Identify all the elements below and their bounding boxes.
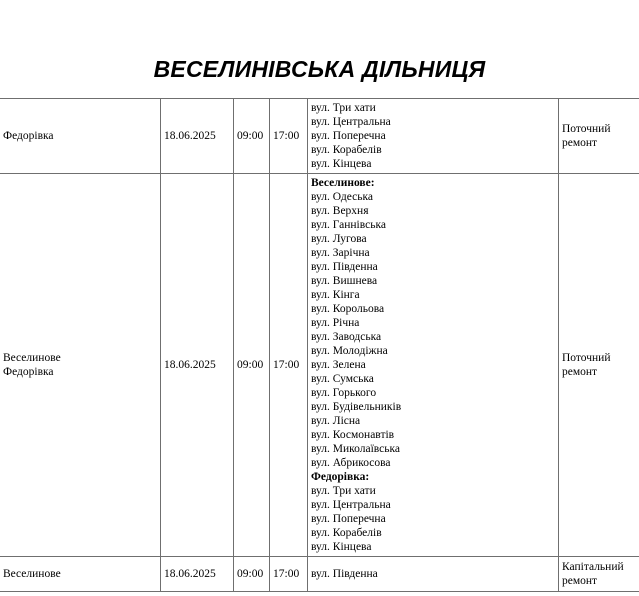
- street-item: вул. Поперечна: [311, 130, 386, 142]
- street-item: вул. Миколаївська: [311, 443, 401, 455]
- start-time-cell: 09:00: [234, 557, 270, 592]
- page-title: ВЕСЕЛИНІВСЬКА ДІЛЬНИЦЯ: [153, 56, 486, 82]
- location-name: Веселинове: [3, 568, 61, 580]
- street-item: вул. Кінцева: [311, 541, 372, 553]
- street-item: вул. Зарічна: [311, 247, 370, 259]
- street-item: вул. Сумська: [311, 373, 374, 385]
- street-item: вул. Космонавтів: [311, 429, 395, 441]
- table-row: [0, 174, 639, 557]
- end-time-cell: 17:00: [270, 174, 308, 557]
- street-item: вул. Лугова: [311, 233, 367, 245]
- streets-cell: [308, 99, 559, 174]
- street-item: вул. Корольова: [311, 303, 385, 315]
- street-item: вул. Лісна: [311, 415, 361, 427]
- street-item: вул. Корабелів: [311, 144, 382, 156]
- street-item: вул. Одеська: [311, 191, 374, 203]
- street-item: вул. Корабелів: [311, 527, 382, 539]
- street-item: вул. Кінцева: [311, 158, 372, 170]
- outage-schedule-table: [0, 98, 639, 592]
- street-item: вул. Кінга: [311, 289, 360, 301]
- table-row: [0, 99, 639, 174]
- street-item: вул. Зелена: [311, 359, 366, 371]
- location-name: Федорівка: [3, 366, 54, 378]
- street-item: вул. Південна: [311, 568, 378, 580]
- street-item: вул. Південна: [311, 261, 378, 273]
- street-item: вул. Центральна: [311, 499, 391, 511]
- location-cell: [0, 99, 161, 174]
- street-item: вул. Річна: [311, 317, 360, 329]
- street-item: вул. Вишнева: [311, 275, 378, 287]
- street-item: вул. Заводська: [311, 331, 382, 343]
- work-type-line: ремонт: [562, 575, 598, 587]
- work-type-cell: [559, 99, 639, 174]
- location-name: Федорівка: [3, 130, 54, 142]
- streets-cell: [308, 174, 559, 557]
- street-item: вул. Три хати: [311, 485, 376, 497]
- location-name: Веселинове: [3, 352, 61, 364]
- work-type-line: Капітальний: [562, 561, 624, 573]
- work-type-line: ремонт: [562, 366, 598, 378]
- street-item: вул. Молодіжна: [311, 345, 388, 357]
- street-item: вул. Ганнівська: [311, 219, 386, 231]
- location-cell: [0, 174, 161, 557]
- street-item: вул. Будівельників: [311, 401, 402, 413]
- date-cell: 18.06.2025: [161, 557, 234, 592]
- work-type-line: ремонт: [562, 137, 598, 149]
- table-row: [0, 557, 639, 592]
- end-time-cell: 17:00: [270, 99, 308, 174]
- start-time-cell: 09:00: [234, 99, 270, 174]
- work-type-cell: [559, 174, 639, 557]
- street-group-heading: Федорівка:: [311, 471, 370, 483]
- streets-cell: [308, 557, 559, 592]
- street-group-heading: Веселинове:: [311, 177, 375, 189]
- work-type-line: Поточний: [562, 352, 611, 364]
- work-type-cell: [559, 557, 639, 592]
- end-time-cell: 17:00: [270, 557, 308, 592]
- work-type-line: Поточний: [562, 123, 611, 135]
- date-cell: 18.06.2025: [161, 174, 234, 557]
- street-item: вул. Три хати: [311, 102, 376, 114]
- street-item: вул. Поперечна: [311, 513, 386, 525]
- street-item: вул. Абрикосова: [311, 457, 391, 469]
- date-cell: 18.06.2025: [161, 99, 234, 174]
- start-time-cell: 09:00: [234, 174, 270, 557]
- location-cell: [0, 557, 161, 592]
- street-item: вул. Центральна: [311, 116, 391, 128]
- street-item: вул. Горького: [311, 387, 377, 399]
- street-item: вул. Верхня: [311, 205, 369, 217]
